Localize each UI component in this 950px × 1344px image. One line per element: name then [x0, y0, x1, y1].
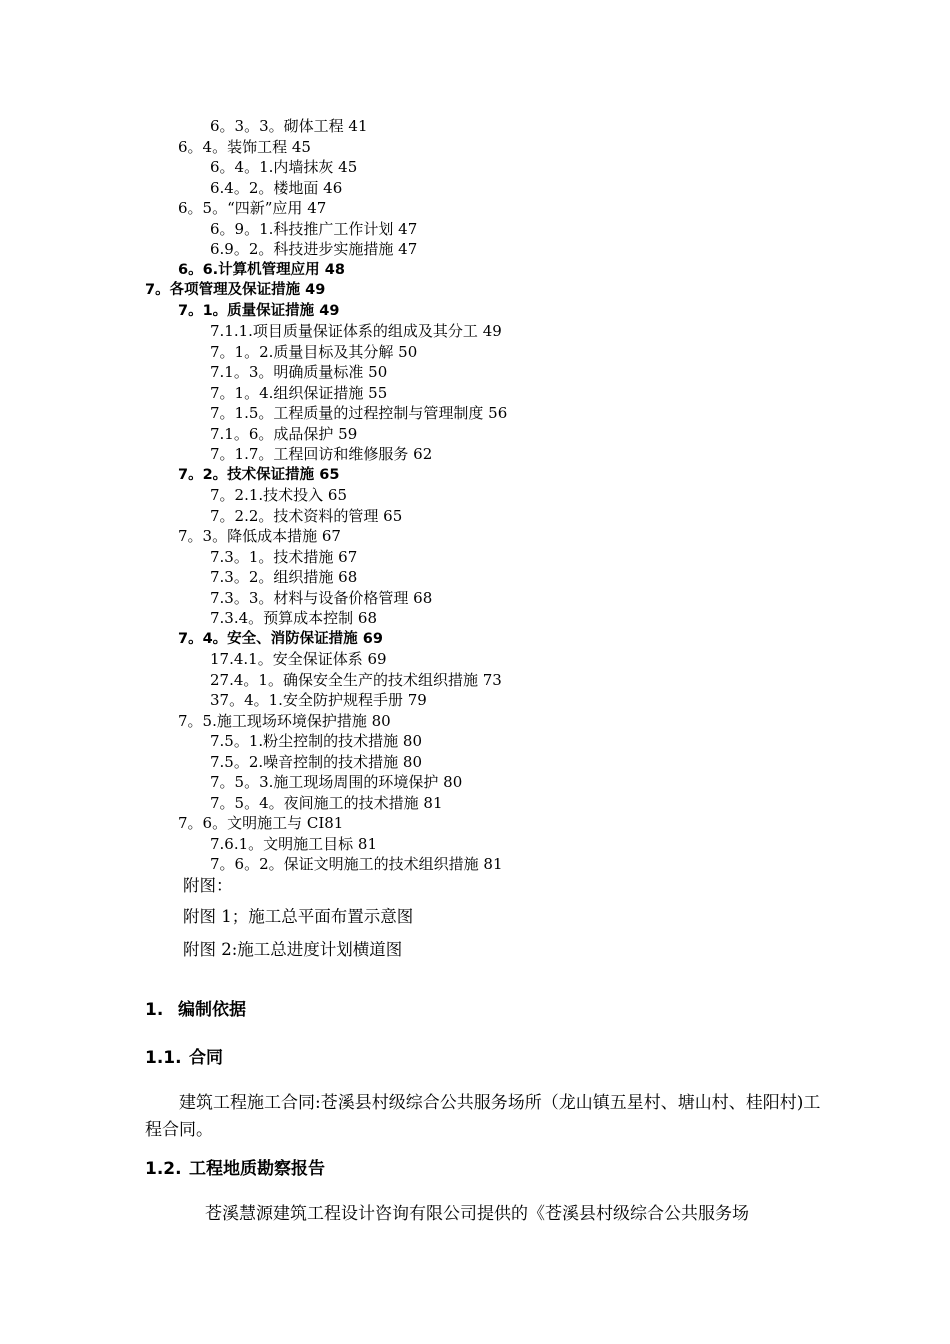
section-title: 工程地质勘察报告	[189, 1159, 325, 1179]
appendix-item-2: 附图 2:施工总进度计划横道图	[183, 940, 403, 959]
section-1-1-heading	[145, 1046, 223, 1070]
appendix-item-1: 附图 1；施工总平面布置示意图	[183, 907, 414, 926]
toc-entry: 7.1。6。成品保护 59	[210, 424, 358, 443]
toc-entry: 7.5。2.噪音控制的技术措施 80	[210, 752, 423, 771]
section-title: 编制依据	[178, 1000, 246, 1020]
toc-entry: 17.4.1。安全保证体系 69	[210, 650, 387, 668]
toc-entry: 6。9。1.科技推广工作计划 47	[210, 219, 418, 238]
toc-entry: 7。2.1.技术投入 65	[210, 486, 348, 504]
section-1-heading	[145, 998, 246, 1022]
toc-entry: 7.3。3。材料与设备价格管理 68	[210, 588, 433, 607]
toc-entry: 7。2.2。技术资料的管理 65	[210, 506, 403, 525]
toc-entry: 7。1。2.质量目标及其分解 50	[210, 342, 418, 361]
toc-entry: 6。4。装饰工程 45	[178, 137, 311, 156]
toc-entry: 7。1.5。工程质量的过程控制与管理制度 56	[210, 404, 508, 422]
section-number: 1.2.	[145, 1159, 182, 1179]
toc-entry: 7。1。4.组织保证措施 55	[210, 383, 388, 402]
toc-entry: 7。4。安全、消防保证措施 69	[178, 630, 383, 647]
toc-entry: 7.1。3。明确质量标准 50	[210, 363, 388, 381]
toc-entry: 27.4。1。确保安全生产的技术组织措施 73	[210, 670, 502, 689]
toc-entry: 6。4。1.内墙抹灰 45	[210, 158, 358, 176]
toc-entry: 6。6.计算机管理应用 48	[178, 261, 345, 278]
toc-entry: 6.9。2。科技进步实施措施 47	[210, 240, 418, 258]
toc-entry: 6.4。2。楼地面 46	[210, 178, 343, 197]
toc-entry: 7。6。2。保证文明施工的技术组织措施 81	[210, 855, 503, 873]
toc-entry: 6。3。3。砌体工程 41	[210, 117, 368, 135]
toc-entry: 7.1.1.项目质量保证体系的组成及其分工 49	[210, 322, 502, 340]
toc-entry: 7。1。质量保证措施 49	[178, 302, 340, 319]
appendix-title: 附图：	[183, 876, 233, 895]
section-title: 合同	[189, 1048, 223, 1068]
section-number: 1.	[145, 1000, 164, 1020]
toc-entry: 7。2。技术保证措施 65	[178, 466, 340, 483]
toc-entry: 7.5。1.粉尘控制的技术措施 80	[210, 732, 423, 750]
section-number: 1.1.	[145, 1048, 182, 1068]
toc-entry: 7。5。3.施工现场周围的环境保护 80	[210, 773, 463, 791]
section-1-2-paragraph: 苍溪慧源建筑工程设计咨询有限公司提供的《苍溪县村级综合公共服务场	[205, 1204, 749, 1224]
toc-entry: 7.3。2。组织措施 68	[210, 568, 358, 586]
section-1-2-heading	[145, 1157, 325, 1181]
toc-entry: 6。5。“四新”应用 47	[178, 199, 327, 217]
toc-entry: 7。1.7。工程回访和维修服务 62	[210, 445, 433, 463]
toc-entry: 7.3.4。预算成本控制 68	[210, 609, 378, 627]
toc-entry: 37。4。1.安全防护规程手册 79	[210, 691, 427, 709]
toc-entry: 7.3。1。技术措施 67	[210, 547, 358, 566]
toc-entry: 7。5。4。夜间施工的技术措施 81	[210, 793, 443, 812]
section-1-1-paragraph: 建筑工程施工合同:苍溪县村级综合公共服务场所（龙山镇五星村、塘山村、桂阳村)工程合同。	[145, 1093, 821, 1140]
toc-entry: 7。3。降低成本措施 67	[178, 527, 341, 545]
toc-entry: 7。5.施工现场环境保护措施 80	[178, 711, 391, 730]
toc-entry: 7。6。文明施工与 CI81	[178, 814, 344, 832]
toc-entry: 7.6.1。文明施工目标 81	[210, 834, 378, 853]
toc-entry: 7。各项管理及保证措施 49	[145, 282, 326, 298]
